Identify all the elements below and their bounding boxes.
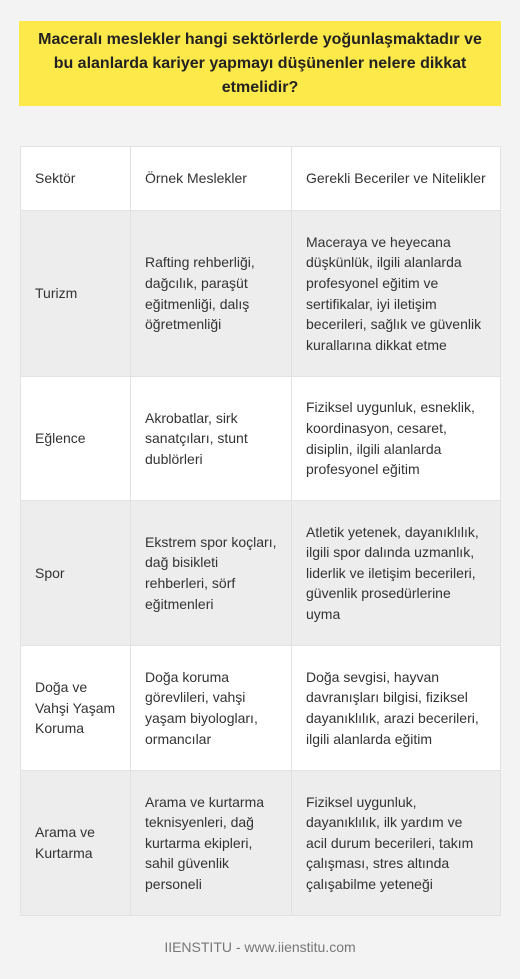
- question-banner: [19, 21, 501, 106]
- cell-example-jobs: Akrobatlar, sirk sanatçıları, stunt dublörleri: [131, 377, 292, 501]
- cell-sector: Spor: [21, 501, 131, 646]
- cell-required-skills: Doğa sevgisi, hayvan davranışları bilgisi, fiziksel dayanıklılık, arazi becerileri, ilgili alanlarda eğitim: [292, 646, 501, 771]
- table-row: [21, 377, 501, 501]
- cell-example-jobs: Rafting rehberliği, dağcılık, paraşüt eğitmenliği, dalış öğretmenliği: [131, 211, 292, 377]
- column-header-required-skills: Gerekli Beceriler ve Nitelikler: [292, 147, 501, 211]
- cell-required-skills: Fiziksel uygunluk, esneklik, koordinasyon, cesaret, disiplin, ilgili alanlarda profesyonel eğitim: [292, 377, 501, 501]
- table-row: [21, 211, 501, 377]
- column-header-sector: Sektör: [21, 147, 131, 211]
- sector-table: [20, 146, 501, 916]
- cell-example-jobs: Doğa koruma görevlileri, vahşi yaşam biyologları, ormancılar: [131, 646, 292, 771]
- cell-sector: Arama ve Kurtarma: [21, 771, 131, 916]
- question-title: Maceralı meslekler hangi sektörlerde yoğunlaşmaktadır ve bu alanlarda kariyer yapmayı düşünenler nelere dikkat etmelidir?: [38, 30, 482, 96]
- cell-required-skills: Fiziksel uygunluk, dayanıklılık, ilk yardım ve acil durum becerileri, takım çalışması, stres altında çalışabilme yeteneği: [292, 771, 501, 916]
- cell-sector: Doğa ve Vahşi Yaşam Koruma: [21, 646, 131, 771]
- cell-example-jobs: Ekstrem spor koçları, dağ bisikleti rehberleri, sörf eğitmenleri: [131, 501, 292, 646]
- sector-table-container: [20, 146, 500, 916]
- cell-sector: Eğlence: [21, 377, 131, 501]
- cell-sector: Turizm: [21, 211, 131, 377]
- table-header-row: [21, 147, 501, 211]
- cell-required-skills: Atletik yetenek, dayanıklılık, ilgili spor dalında uzmanlık, liderlik ve iletişim becerileri, güvenlik prosedürlerine uyma: [292, 501, 501, 646]
- footer-credit: IIENSTITU - www.iienstitu.com: [164, 939, 356, 955]
- cell-example-jobs: Arama ve kurtarma teknisyenleri, dağ kurtarma ekipleri, sahil güvenlik personeli: [131, 771, 292, 916]
- table-row: [21, 501, 501, 646]
- column-header-example-jobs: Örnek Meslekler: [131, 147, 292, 211]
- table-row: [21, 771, 501, 916]
- table-row: [21, 646, 501, 771]
- cell-required-skills: Maceraya ve heyecana düşkünlük, ilgili alanlarda profesyonel eğitim ve sertifikalar, iyi iletişim becerileri, sağlık ve güvenlik kurallarına dikkat etme: [292, 211, 501, 377]
